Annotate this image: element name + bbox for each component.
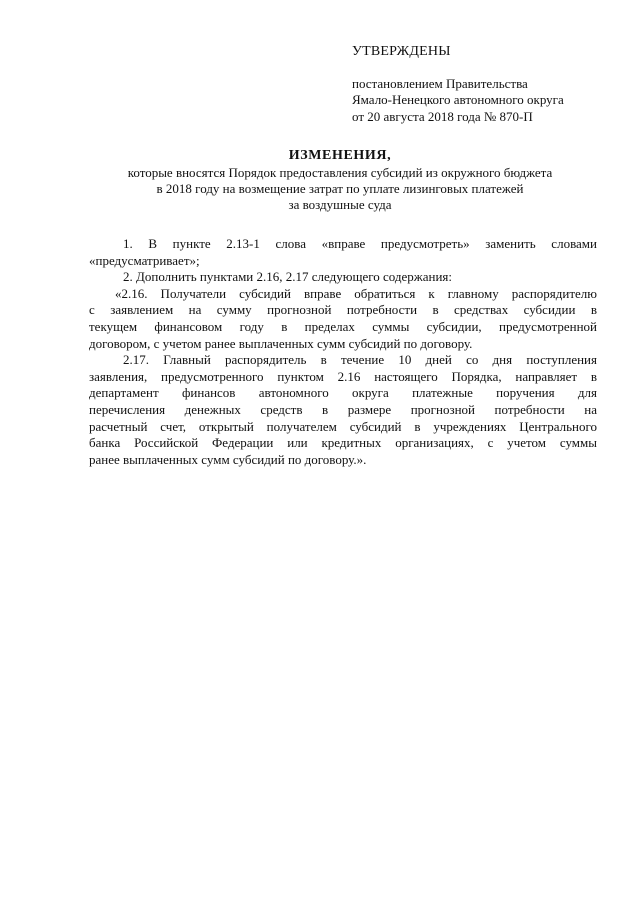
- approval-line: постановлением Правительства: [352, 75, 528, 91]
- body-line: «предусматривает»;: [89, 252, 200, 268]
- body-line: ранее выплаченных сумм субсидий по договору.».: [89, 451, 367, 467]
- body-line: департамент финансов автономного округа платежные поручения для: [89, 385, 597, 401]
- approval-line: Ямало-Ненецкого автономного округа: [352, 92, 564, 107]
- body-line: 1. В пункте 2.13-1 слова «вправе предусмотреть» заменить словами: [123, 236, 597, 251]
- body-line: перечисления денежных средств в размере прогнозной потребности на: [89, 401, 597, 417]
- approval-heading: УТВЕРЖДЕНЫ: [352, 44, 451, 59]
- document-title-block: [60, 148, 620, 213]
- body-line: расчетный счет, открытый получателем субсидий в учреждениях Центрального: [89, 418, 597, 434]
- title-subline: которые вносятся Порядок предоставления субсидий из окружного бюджета: [127, 165, 553, 180]
- body-line: договором, с учетом ранее выплаченных сумм субсидий по договору.: [89, 335, 473, 351]
- body-line: заявления, предусмотренного пунктом 2.16 настоящего Порядка, направляет в: [89, 368, 597, 384]
- approval-line: от 20 августа 2018 года № 870-П: [352, 108, 533, 124]
- body-line: 2. Дополнить пунктами 2.16, 2.17 следующего содержания:: [123, 269, 453, 285]
- body-line: текущем финансовом году в пределах суммы субсидии, предусмотренной: [89, 318, 597, 334]
- body-line: «2.16. Получатели субсидий вправе обратиться к главному распорядителю: [115, 285, 597, 301]
- body-line: банка Российской Федерации или кредитных организациях, с учетом суммы: [89, 435, 597, 451]
- body-line: с заявлением на сумму прогнозной потребности в средствах субсидии в: [89, 302, 597, 318]
- document-title: ИЗМЕНЕНИЯ,: [288, 148, 392, 163]
- title-subline: в 2018 году на возмещение затрат по уплате лизинговых платежей: [156, 181, 524, 196]
- approval-stamp: [352, 44, 612, 125]
- title-subline: за воздушные суда: [288, 197, 392, 212]
- document-body: [89, 236, 597, 468]
- body-line: 2.17. Главный распорядитель в течение 10 дней со дня поступления: [123, 352, 597, 368]
